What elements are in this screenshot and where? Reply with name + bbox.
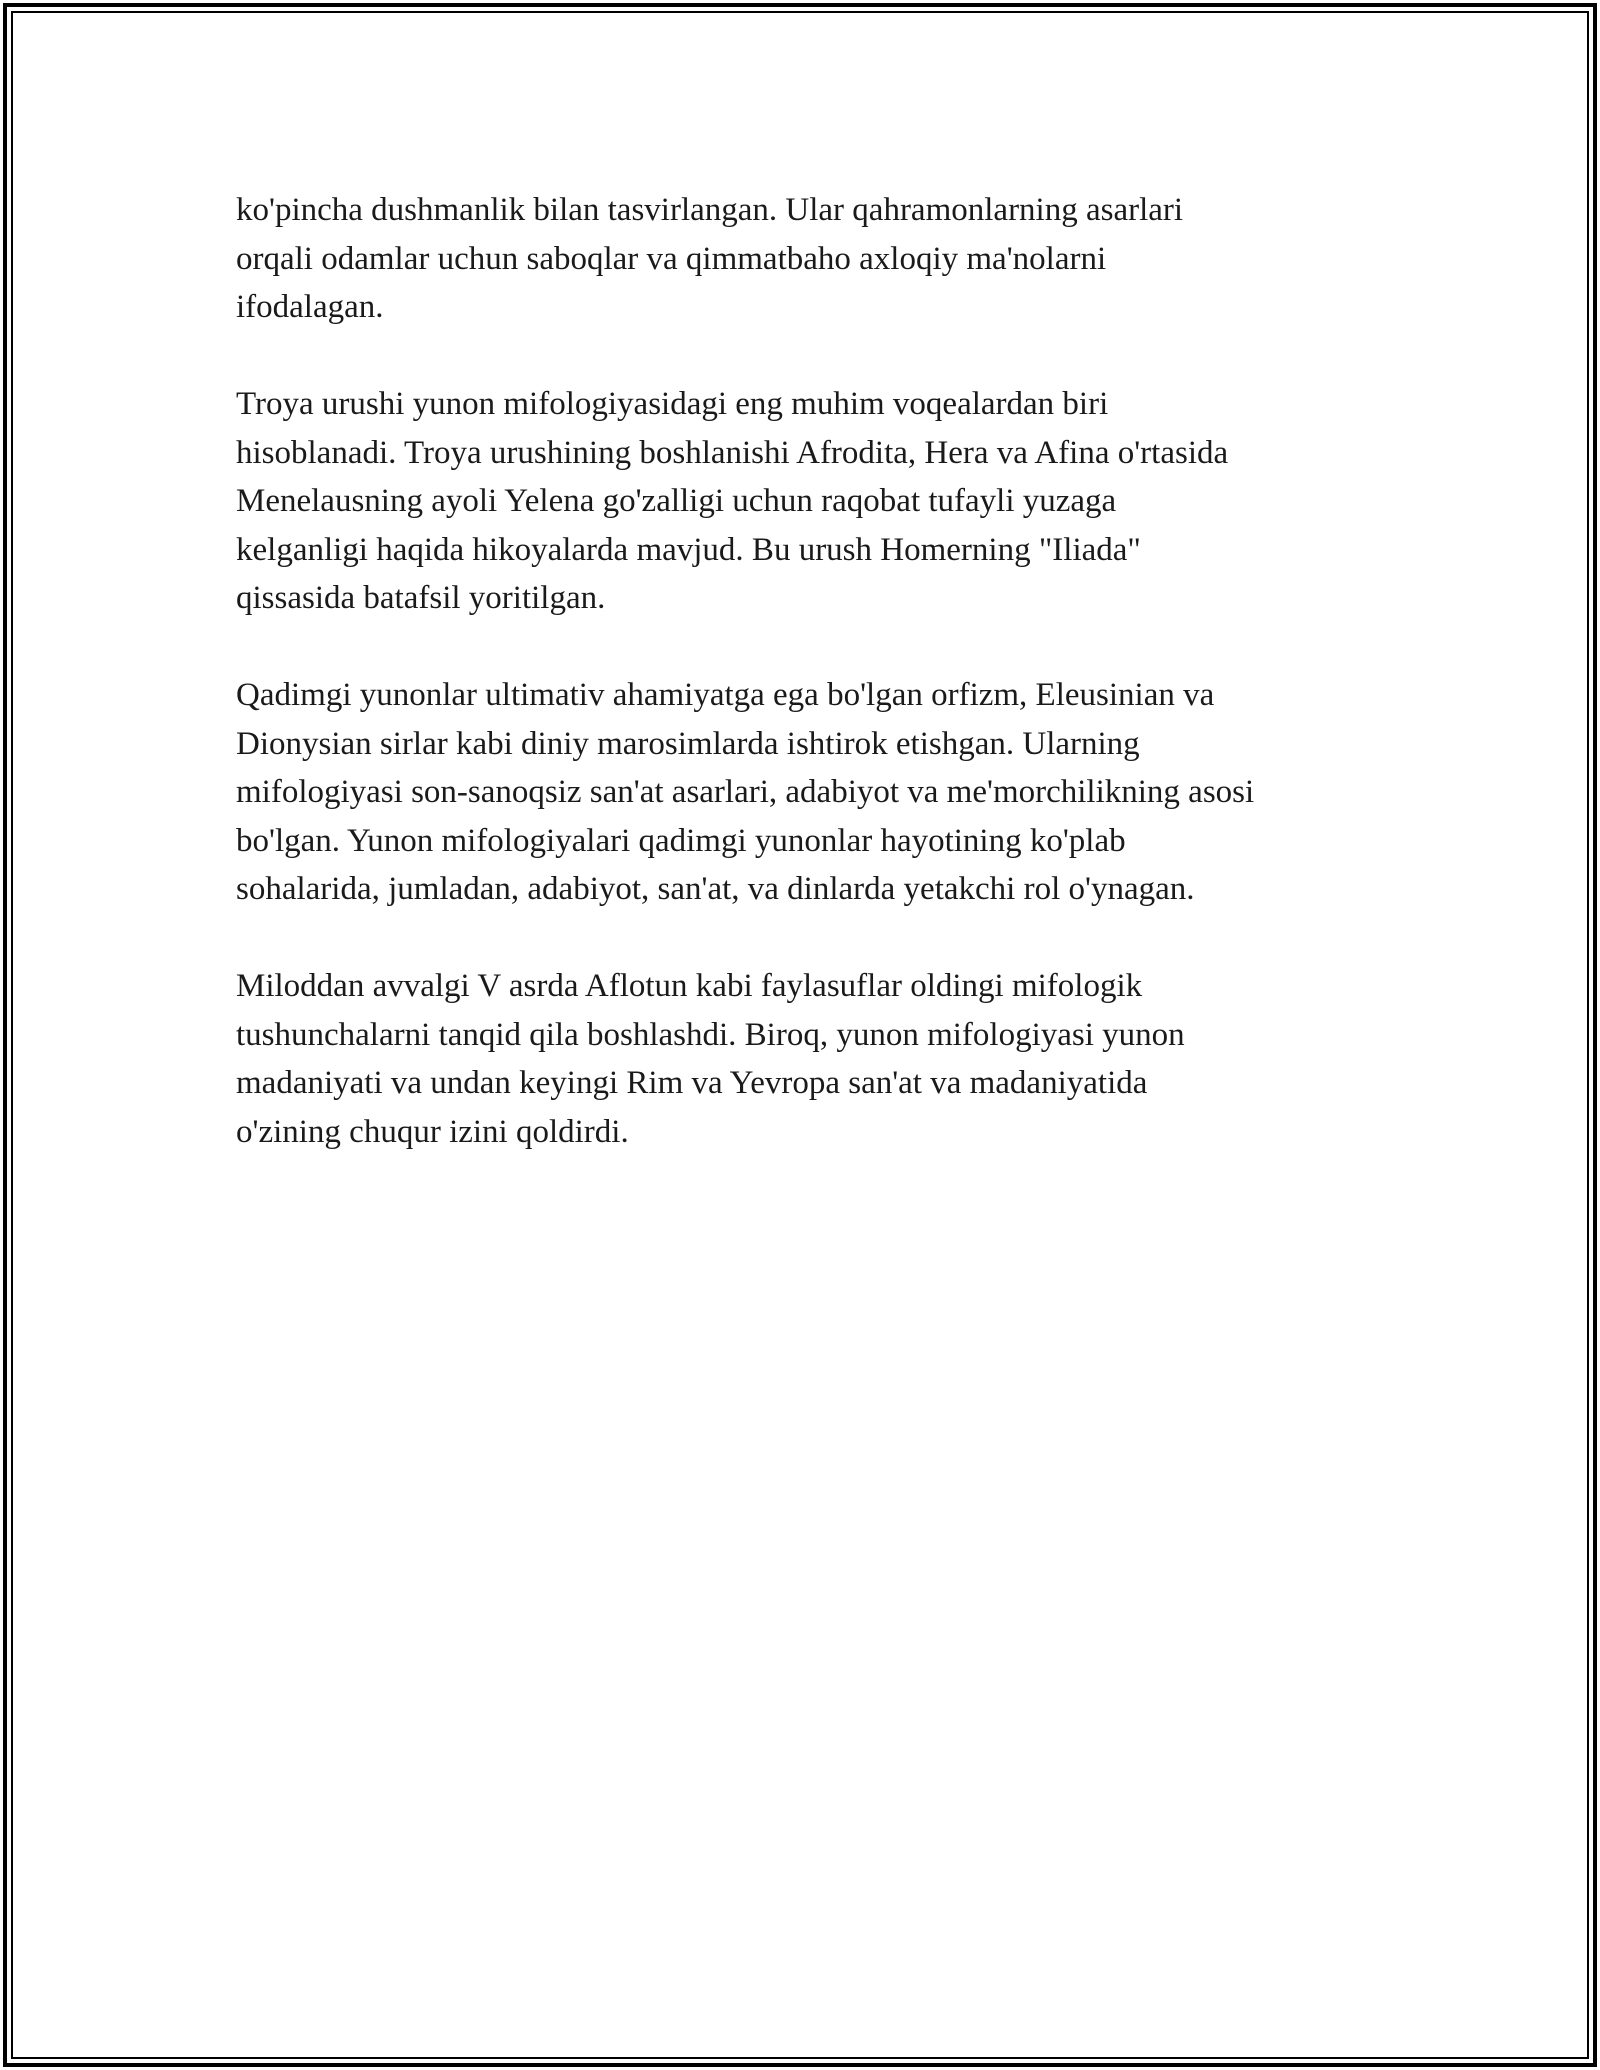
paragraph-2: Troya urushi yunon mifologiyasidagi eng muhim voqealardan biri hisoblanadi. Troya urushining boshlanishi Afrodita, Hera va Afina o'rtasida Menelausning ayoli Yelena go'zalligi uchun raqobat tufayli yuzaga kelganligi haqida hikoyalarda mavjud. Bu urush Homerning "Iliada" qissasida batafsil yoritilgan. xyxy=(236,386,1229,616)
paragraph-4: Miloddan avvalgi V asrda Aflotun kabi faylasuflar oldingi mifologik tushunchalarni tanqid qila boshlashdi. Biroq, yunon mifologiyasi yunon madaniyati va undan keyingi Rim va Yevropa san'at va madaniyatida o'zining chuqur izini qoldirdi. xyxy=(236,968,1185,1150)
document-body xyxy=(236,186,1396,1205)
paragraph-1: ko'pincha dushmanlik bilan tasvirlangan. Ular qahramonlarning asarlari orqali odamlar uchun saboqlar va qimmatbaho axloqiy ma'nolarni ifodalagan. xyxy=(236,192,1184,325)
paragraph-3: Qadimgi yunonlar ultimativ ahamiyatga ega bo'lgan orfizm, Eleusinian va Dionysian sirlar kabi diniy marosimlarda ishtirok etishgan. Ularning mifologiyasi son-sanoqsiz san'at asarlari, adabiyot va me'morchilikning asosi bo'lgan. Yunon mifologiyalari qadimgi yunonlar hayotining ko'plab sohalarida, jumladan, adabiyot, san'at, va dinlarda yetakchi rol o'ynagan. xyxy=(236,677,1255,907)
